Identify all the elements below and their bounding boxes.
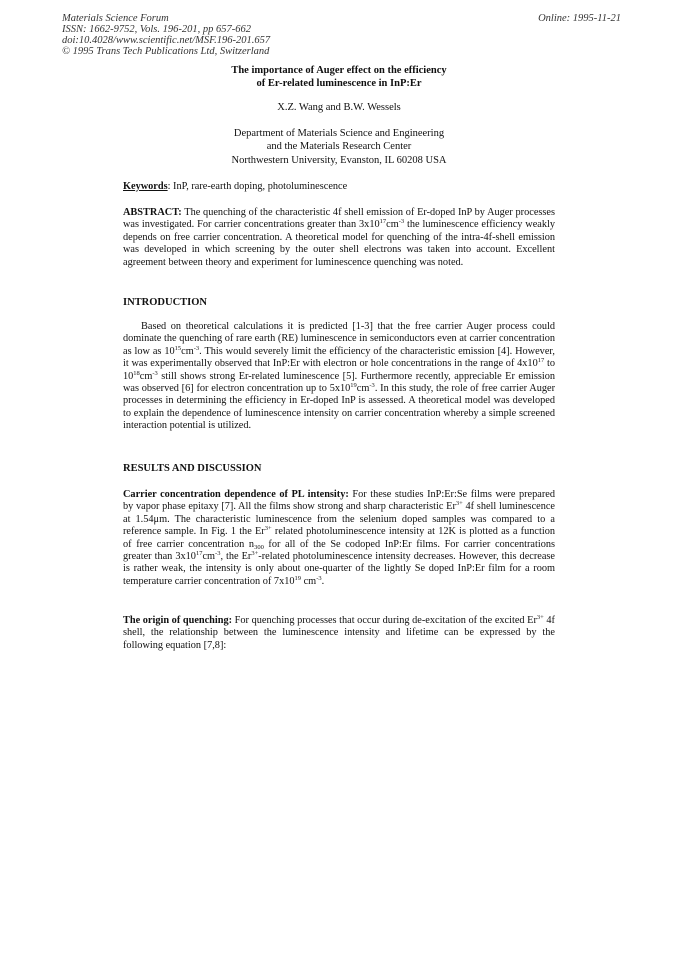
results-text: cm [301,575,317,587]
superscript: 15 [174,344,182,352]
results-text: 4f shell luminescence at 1.54μm. The characteristic luminescence from the selenium doped samples was compared to a reference sample. In Fig. 1 the Er [123,501,555,538]
results-text: . [321,575,325,587]
affiliation [0,127,678,167]
keywords [123,181,555,193]
superscript: 3+ [536,614,544,621]
intro-text: cm [139,370,153,382]
abstract-label: ABSTRACT: [123,207,182,218]
superscript: -3 [369,382,375,390]
results-paragraph-2 [123,615,555,652]
intro-text: cm [181,345,194,357]
abstract-text: the luminescence efficiency weakly depends on free carrier concentration. A theoretical model for quenching of the intra-4f-shell emission was developed in which screening by the outer shell electrons was taken into account. Excellent agreement between theory and experiment for luminescence quenching was noted. [123,219,555,268]
superscript: 3+ [455,500,463,508]
authors: X.Z. Wang and B.W. Wessels [277,102,401,113]
section-heading-introduction: INTRODUCTION [123,297,208,308]
superscript: 3+ [264,525,272,533]
results-text: For quenching processes that occur during de-excitation of the excited Er [232,615,537,626]
superscript: 18 [133,369,140,377]
results-paragraph-1 [123,489,555,588]
publication-header [62,13,270,57]
results-text: , the Er [220,551,252,563]
superscript: -3 [152,369,158,377]
superscript: 19 [350,382,357,390]
journal-name: Materials Science Forum [62,13,169,24]
copyright-line: © 1995 Trans Tech Publications Ltd, Switzerland [62,46,270,57]
paper-title [0,64,678,90]
section-heading-results: RESULTS AND DISCUSSION [123,463,262,474]
intro-text: to 10 [123,358,555,382]
intro-text: cm [356,383,370,395]
keywords-label: Keywords [123,181,168,192]
superscript: 17 [195,550,203,558]
intro-text: . This would severely limit the efficiency of the characteristic emission [4]. However, it was experimentally observed that InP:Er with electron or hole concentrations in the range of 4x10 [123,345,555,370]
affiliation-line-3: Northwestern University, Evanston, IL 60208 USA [231,154,447,166]
superscript: -3 [193,344,200,352]
introduction-paragraph [123,321,555,433]
affiliation-line-1: Department of Materials Science and Engineering [233,128,445,139]
results-text: -related photoluminescence intensity decreases. However, this decrease is rather weak, the intensity is only about one-quarter of the lightly Se doped InP:Er film for a room temperature carrier concentration of 7x10 [123,551,555,587]
results-text: cm [202,551,216,563]
paragraph-label: Carrier concentration dependence of PL intensity: [123,489,349,500]
abstract-text: The quenching of the characteristic 4f shell emission of Er-doped InP by Auger processes was investigated. For carrier concentrations greater than 3x10 [123,207,555,231]
intro-text: still shows strong Er-related luminescence [5]. Furthermore recently, appreciable Er emission was observed [6] for electron concentration up to 5x10 [123,370,555,395]
online-date: Online: 1995-11-21 [538,13,621,24]
results-text: related photoluminescence intensity at 12K is plotted as a function of free carrier concentration n [123,526,555,550]
results-text: for all of the Se codoped InP:Er films. For carrier concentrations greater than 3x10 [123,538,555,563]
superscript: -3 [215,550,221,558]
results-text: 4f shell, the relationship between the luminescence intensity and lifetime can be expressed by the following equation [7,8]: [123,615,555,651]
abstract [123,207,555,269]
superscript: 17 [537,357,545,365]
intro-text: Based on theoretical calculations it is predicted [1-3] that the free carrier Auger process could dominate the quenching of rare earth (RE) luminescence in semiconductors even at carrier concentration as low as 10 [123,321,555,357]
affiliation-line-2: and the Materials Research Center [266,141,412,153]
superscript: 3+ [251,550,259,558]
title-line-1: The importance of Auger effect on the efficiency [231,65,447,76]
superscript: 17 [379,218,387,226]
superscript: -3 [398,218,405,226]
subscript: 300 [254,543,264,551]
abstract-text: cm [386,219,399,231]
issn-line: ISSN: 1662-9752, Vols. 196-201, pp 657-662 [62,24,251,35]
paragraph-label: The origin of quenching: [123,615,233,626]
superscript: 19 [294,574,302,582]
keywords-text: : InP, rare-earth doping, photoluminescence [167,181,348,192]
superscript: -3 [316,574,322,582]
intro-text: . In this study, the role of free carrier Auger processes in determining the efficiency in Er-doped InP is assessed. A theoretical model was developed to explain the dependence of luminescence intensity on carrier concentration whereby a simple screened interaction potential is utilized. [123,383,555,432]
results-text: For these studies InP:Er:Se films were prepared by vapor phase epitaxy [7]. All the films show strong and sharp characteristic Er [123,489,555,513]
title-line-2: of Er-related luminescence in InP:Er [256,78,422,89]
doi-line: doi:10.4028/www.scientific.net/MSF.196-201.657 [62,35,271,46]
